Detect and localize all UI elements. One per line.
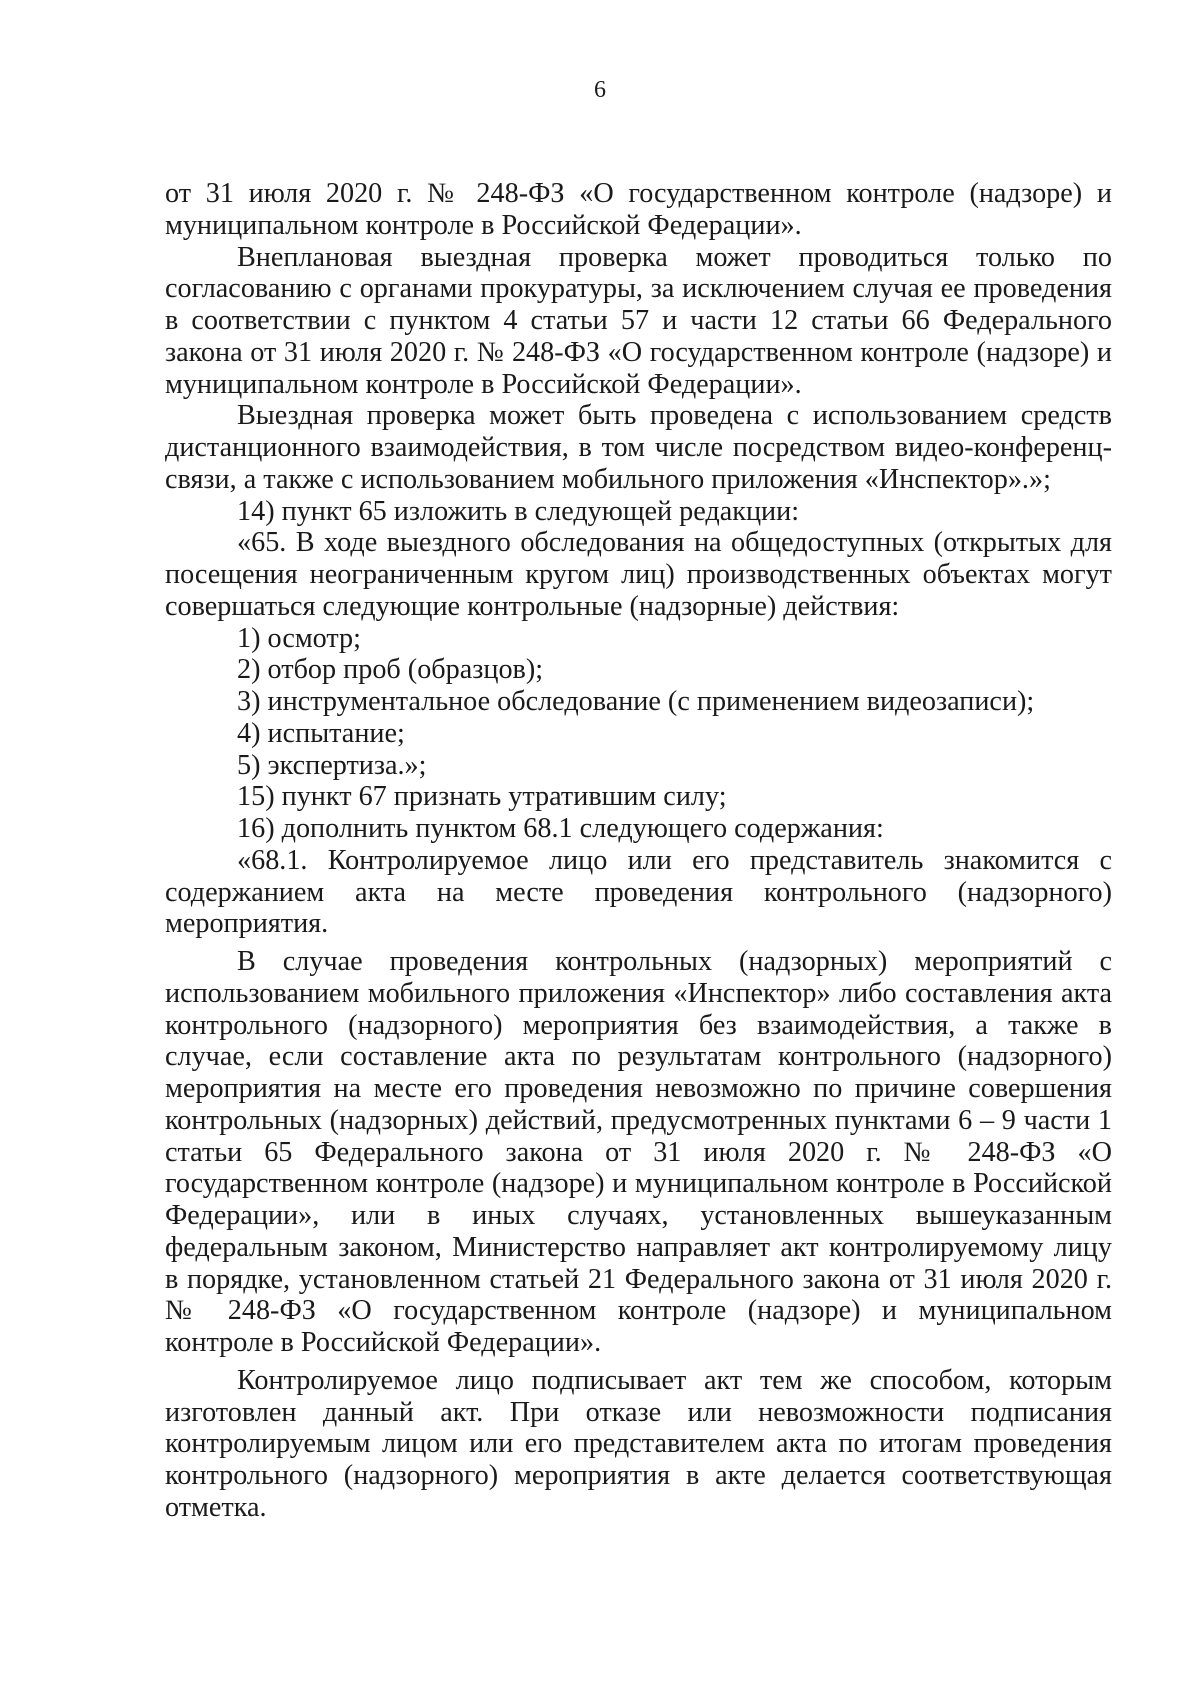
amendment-item-14: 14) пункт 65 изложить в следующей редакции: [237,495,800,527]
paragraph-act-signing: Контролируемое лицо подписывает акт тем же способом, которым изготовлен данный акт. При отказе или невозможности подписания контролируемым лицом или его представителем акта по итогам проведения контрольного (надзорного) мероприятия в акте делается соответствующая отметка. [165,1364,1112,1523]
paragraph-remote-inspection: Выездная проверка может быть проведена с использованием средств дистанционного взаимодействия, в том числе посредством видео-конференц-связи, а также с использованием мобильного приложения «Инспектор».»; [165,400,1112,495]
list-item: 2) отбор проб (образцов); [237,654,544,686]
paragraph-continuation: от 31 июля 2020 г. № 248-ФЗ «О государственном контроле (надзоре) и муниципальном контроле в Российской Федерации». [165,178,1112,241]
amendment-item-15: 15) пункт 67 признать утратившим силу; [237,781,727,813]
paragraph-point-68-1: «68.1. Контролируемое лицо или его представитель знакомится с содержанием акта на месте проведения контрольного (надзорного) мероприятия. [165,844,1112,940]
paragraph-unscheduled-inspection: Внеплановая выездная проверка может проводиться только по согласованию с органами прокуратуры, за исключением случая ее проведения в соответствии с пунктом 4 статьи 57 и части 12 статьи 66 Федерального закона от 31 июля 2020 г. № 248-ФЗ «О государственном контроле (надзоре) и муниципальном контроле в Российской Федерации». [165,241,1112,400]
page-number: 6 [594,77,606,103]
list-item: 4) испытание; [237,717,405,749]
amendment-item-16: 16) дополнить пунктом 68.1 следующего содержания: [237,813,884,844]
list-item: 5) экспертиза.»; [237,749,427,781]
list-item: 1) осмотр; [237,622,361,654]
document-body [165,178,1112,1524]
paragraph-point-65: «65. В ходе выездного обследования на общедоступных (открытых для посещения неограниченным кругом лиц) производственных объектах могут совершаться следующие контрольные (надзорные) действия: [165,527,1112,622]
list-item: 3) инструментальное обследование (с применением видеозаписи); [237,686,1035,717]
paragraph-act-sending: В случае проведения контрольных (надзорных) мероприятий с использованием мобильного приложения «Инспектор» либо составления акта контрольного (надзорного) мероприятия без взаимодействия, а также в случае, если составление акта по результатам контрольного (надзорного) мероприятия на месте его проведения невозможно по причине совершения контрольных (надзорных) действий, предусмотренных пунктами 6 – 9 части 1 статьи 65 Федерального закона от 31 июля 2020 г. № 248-ФЗ «О государственном контроле (надзоре) и муниципальном контроле в Российской Федерации», или в иных случаях, установленных вышеуказанным федеральным законом, Министерство направляет акт контролируемому лицу в порядке, установленном статьей 21 Федерального закона от 31 июля 2020 г. № 248-ФЗ «О государственном контроле (надзоре) и муниципальном контроле в Российской Федерации». [165,946,1112,1358]
